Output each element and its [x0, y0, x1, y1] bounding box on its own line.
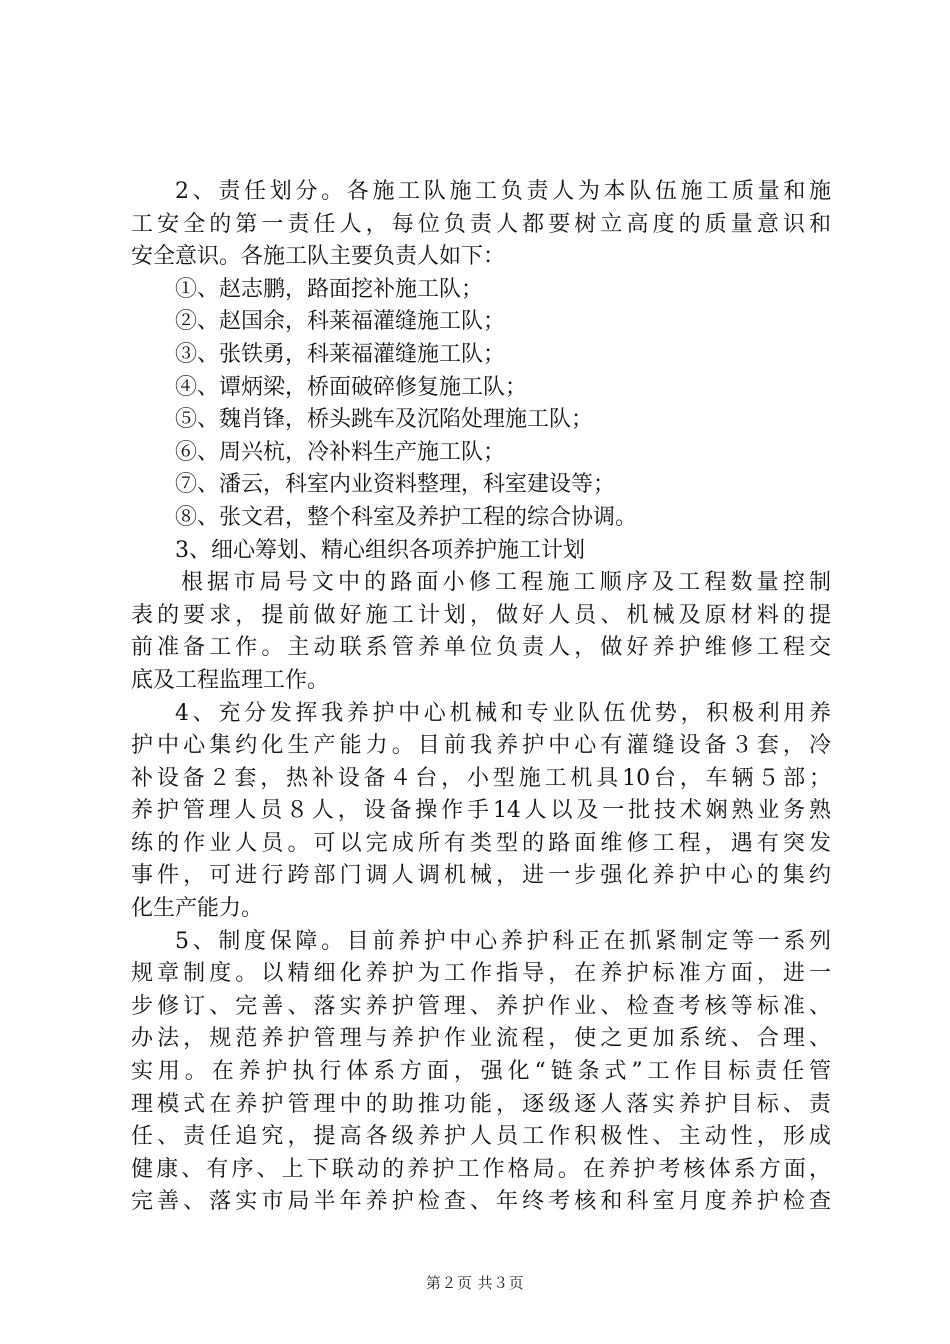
- text-line: 事件，可进行跨部门调人调机械，进一步强化养护中心的集约: [131, 863, 831, 889]
- text-line: 练的作业人员。可以完成所有类型的路面维修工程，遇有突发: [131, 830, 831, 856]
- text-line: ④、谭炳梁，桥面破碎修复施工队；: [175, 374, 528, 400]
- page-footer: 第２页 共３页: [425, 1274, 525, 1292]
- text-line: 任、责任追究，提高各级养护人员工作积极性、主动性，形成: [131, 1124, 831, 1150]
- text-line: ③、张铁勇，科莱福灌缝施工队；: [175, 341, 506, 367]
- text-line: 底及工程监理工作。: [131, 667, 330, 693]
- text-line: 办法，规范养护管理与养护作业流程，使之更加系统、合理、: [131, 1026, 831, 1052]
- text-line: 根据市局号文中的路面小修工程施工顺序及工程数量控制: [181, 570, 831, 596]
- text-line: 2、责任划分。各施工队施工负责人为本队伍施工质量和施: [175, 179, 831, 204]
- text-line: 规章制度。以精细化养护为工作指导，在养护标准方面，进一: [131, 961, 831, 987]
- document-body: [131, 176, 831, 1219]
- text-line: 5、制度保障。目前养护中心养护科正在抓紧制定等一系列: [175, 928, 831, 954]
- text-line: 4、充分发挥我养护中心机械和专业队伍优势，积极利用养: [175, 700, 831, 726]
- text-line: 安全意识。各施工队主要负责人如下：: [131, 244, 506, 270]
- text-line: 表的要求，提前做好施工计划，做好人员、机械及原材料的提: [131, 602, 831, 628]
- text-line: ①、赵志鹏，路面挖补施工队；: [175, 276, 484, 302]
- text-line: ⑥、周兴杭，冷补料生产施工队；: [175, 439, 506, 465]
- text-line: ⑦、潘云，科室内业资料整理，科室建设等；: [175, 472, 616, 498]
- text-line: 护中心集约化生产能力。目前我养护中心有灌缝设备３套，冷: [131, 733, 831, 759]
- text-line: 养护管理人员８人，设备操作手14人以及一批技术娴熟业务熟: [131, 798, 831, 824]
- text-line: 前准备工作。主动联系管养单位负责人，做好养护维修工程交: [131, 635, 831, 661]
- text-line: 步修订、完善、落实养护管理、养护作业、检查考核等标准、: [131, 993, 831, 1019]
- text-line: 3、细心筹划、精心组织各项养护施工计划: [175, 537, 585, 563]
- text-line: 补设备２套，热补设备４台，小型施工机具10台，车辆５部；: [131, 765, 831, 791]
- text-line: 完善、落实市局半年养护检查、年终考核和科室月度养护检查: [131, 1189, 831, 1215]
- text-line: ②、赵国余，科莱福灌缝施工队；: [175, 309, 506, 335]
- text-line: ⑤、魏肖锋，桥头跳车及沉陷处理施工队；: [175, 407, 594, 433]
- text-line: 工安全的第一责任人，每位负责人都要树立高度的质量意识和: [131, 211, 831, 237]
- text-line: 健康、有序、上下联动的养护工作格局。在养护考核体系方面，: [131, 1156, 831, 1182]
- text-line: 实用。在养护执行体系方面，强化“链条式”工作目标责任管: [131, 1059, 831, 1085]
- text-line: 理模式在养护管理中的助推功能，逐级逐人落实养护目标、责: [131, 1091, 831, 1117]
- text-line: 化生产能力。: [131, 896, 264, 922]
- text-line: ⑧、张文君，整个科室及养护工程的综合协调。: [175, 504, 638, 530]
